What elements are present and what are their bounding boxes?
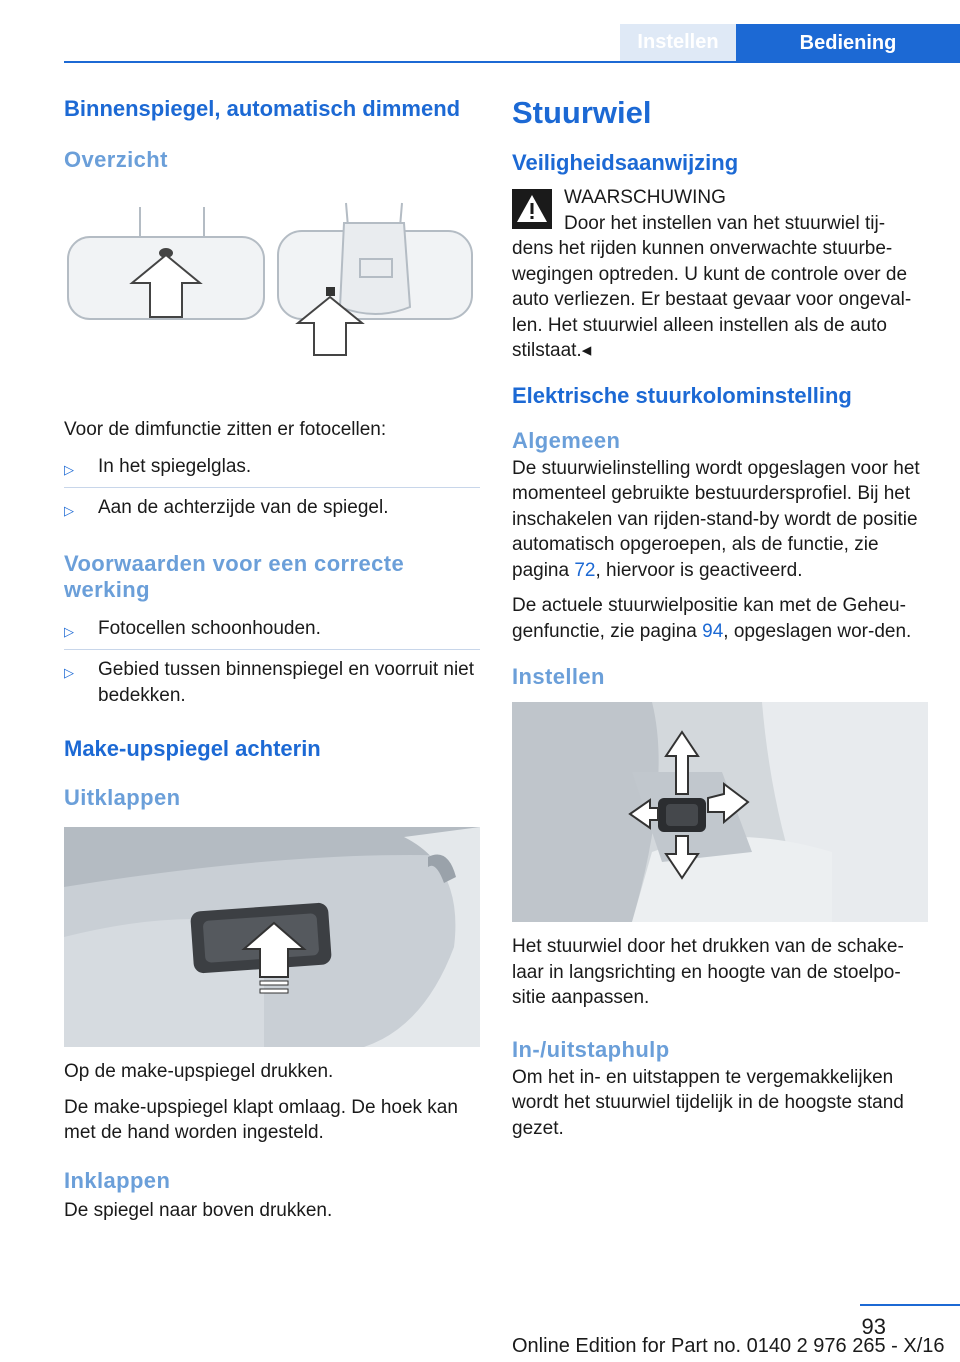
makeup-mirror-illustration [64, 827, 480, 1047]
subsection-overzicht: Overzicht [64, 147, 168, 172]
subsection-veiligheid: Veiligheidsaanwijzing [512, 150, 739, 175]
left-column [64, 95, 480, 1233]
page-link-94[interactable]: 94 [702, 620, 724, 642]
subsection-algemeen: Algemeen [512, 427, 621, 453]
tab-bediening[interactable]: Bediening [736, 24, 960, 63]
list-item: ▷ In het spiegelglas. [64, 447, 480, 489]
uitklappen-p2: De make-upspiegel klapt omlaag. De hoek kan met de hand worden ingesteld. [64, 1096, 458, 1143]
warning-label: WAARSCHUWING [564, 187, 726, 208]
subsection-instellen: Instellen [512, 664, 605, 689]
footer-rule [860, 1304, 960, 1306]
voorwaarden-list [64, 609, 480, 714]
subsection-voorwaarden: Voorwaarden voor een correcte werking [64, 550, 405, 602]
subsection-instaphulp: In-/uitstaphulp [512, 1036, 670, 1062]
fotocellen-intro: Voor de dimfunctie zitten er fotocellen: [64, 419, 387, 440]
algemeen-p1: De stuurwielinstelling wordt opgeslagen voor het momenteel gebruikte bestuurdersprofiel. Bij het inschakelen van rijden-stand-by wordt de positie automatisch opgeroepen, als de functie, zie pagina 72, hiervoor is geactiveerd. [512, 457, 920, 581]
section-title-elektrisch: Elektrische stuurkolominstelling [512, 382, 852, 408]
bullet-triangle-icon: ▷ [64, 623, 74, 639]
section-title-binnenspiegel: Binnenspiegel, automatisch dimmend [64, 96, 461, 121]
page-link-72[interactable]: 72 [574, 559, 596, 581]
warning-text-first: Door het instellen van het stuurwiel tij- [564, 212, 886, 234]
bullet-triangle-icon: ▷ [64, 461, 74, 477]
list-item: ▷ Gebied tussen binnenspiegel en voorruit niet bedekken. [64, 650, 480, 713]
edition-footer: Online Edition for Part no. 0140 2 976 265 - X/16 [512, 1335, 945, 1357]
subsection-uitklappen: Uitklappen [64, 785, 181, 810]
steering-column-switch-illustration [512, 702, 928, 922]
page-number: 93 [861, 1314, 886, 1339]
warning-block [512, 185, 928, 236]
mirror-illustration [64, 187, 480, 413]
list-item: ▷ Aan de achterzijde van de spiegel. [64, 488, 480, 529]
right-column [512, 95, 928, 1151]
subsection-inklappen: Inklappen [64, 1167, 171, 1193]
instellen-p: Het stuurwiel door het drukken van de schake-laar in langsrichting en hoogte van de stoelpo-sitie aanpassen. [512, 936, 904, 1008]
bullet-triangle-icon: ▷ [64, 503, 74, 518]
fotocellen-list [64, 447, 480, 529]
algemeen-p2: De actuele stuurwielpositie kan met de Geheu-genfunctie, zie pagina 94, opgeslagen wor-den. [512, 595, 912, 642]
uitklappen-p1: Op de make-upspiegel drukken. [64, 1061, 334, 1082]
warning-triangle-icon [512, 189, 552, 229]
section-title-stuurwiel: Stuurwiel [512, 95, 652, 130]
inklappen-p: De spiegel naar boven drukken. [64, 1199, 333, 1221]
tab-instellen[interactable]: Instellen [620, 24, 736, 61]
instaphulp-p: Om het in- en uitstappen te vergemakkelijken wordt het stuurwiel tijdelijk in de hoogste stand gezet. [512, 1066, 904, 1139]
bullet-triangle-icon: ▷ [64, 665, 74, 680]
list-item: ▷ Fotocellen schoonhouden. [64, 609, 480, 651]
warning-text: dens het rijden kunnen onverwachte stuurbe-wegingen optreden. U kunt de controle over de auto verliezen. Er bestaat gevaar voor ongeval-len. Het stuurwiel alleen instellen als de auto stilstaat.◂ [512, 238, 912, 361]
section-title-makeup: Make-upspiegel achterin [64, 736, 321, 761]
